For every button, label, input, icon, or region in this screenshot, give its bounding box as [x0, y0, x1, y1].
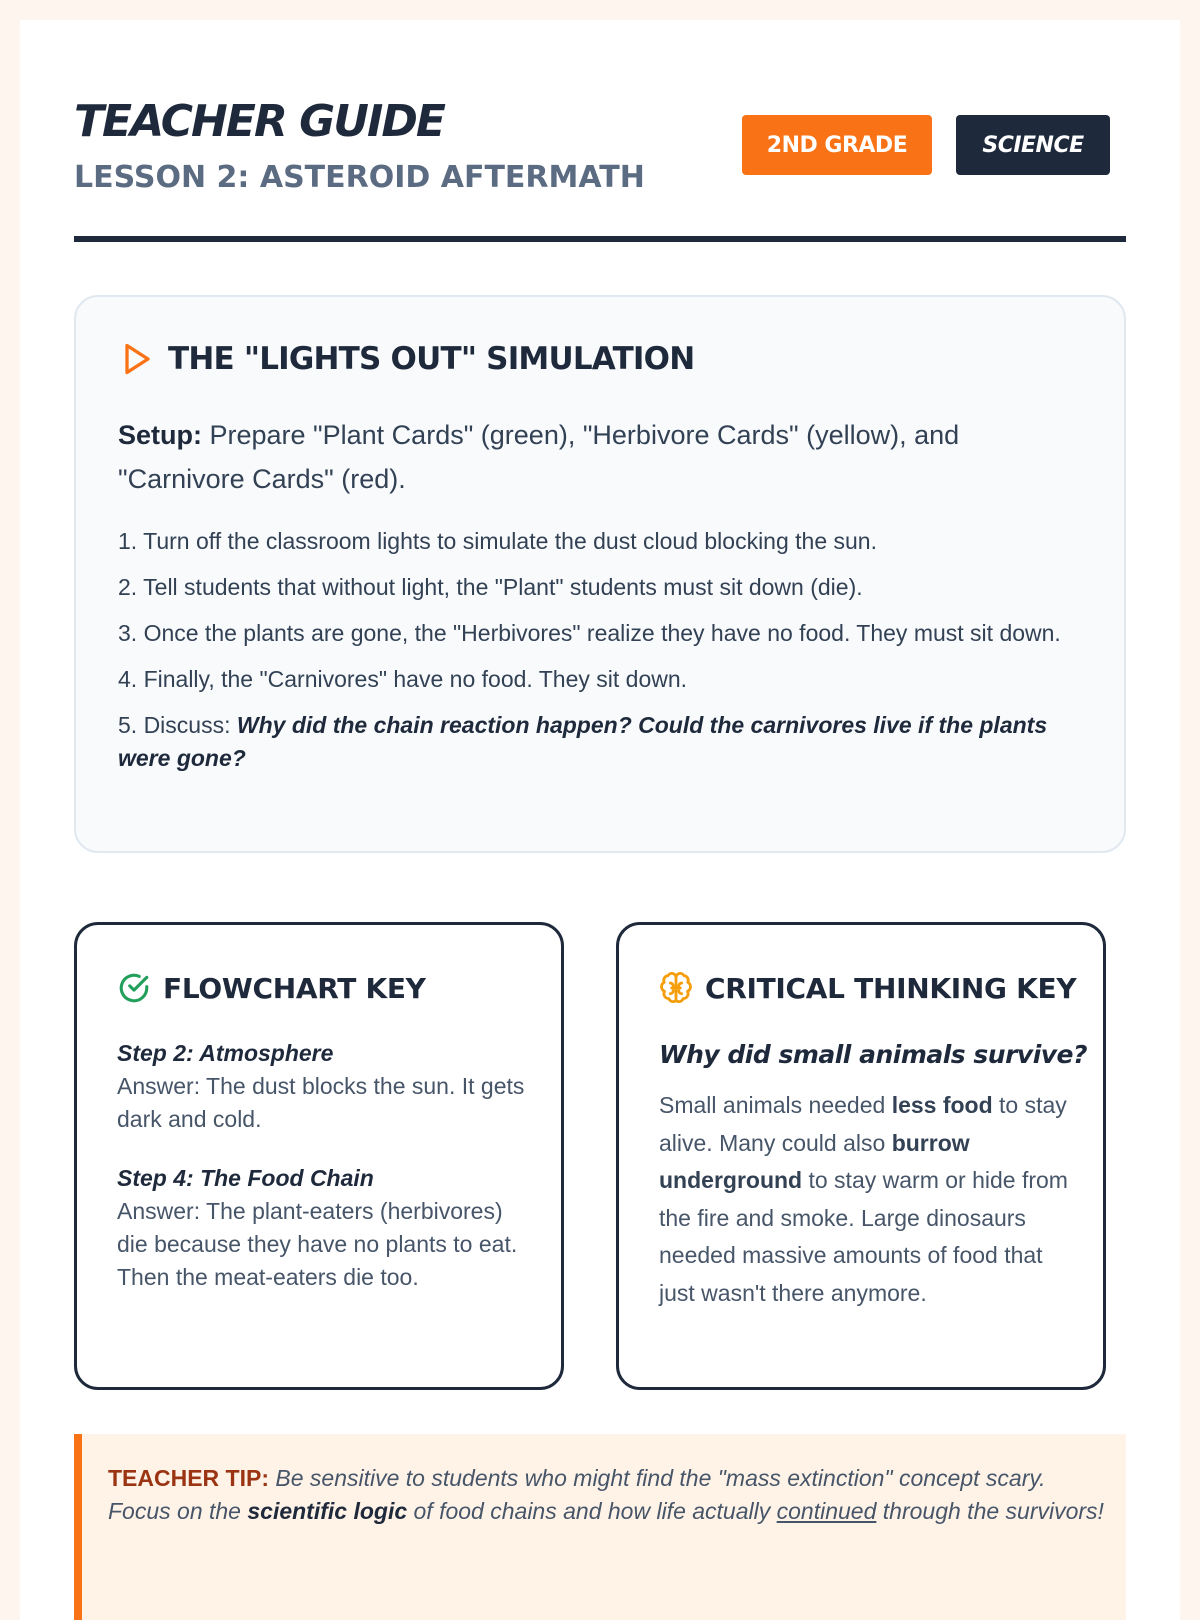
answer-emphasis: burrow underground	[659, 1129, 970, 1193]
header	[74, 78, 1126, 242]
brain-icon	[659, 971, 693, 1005]
critical-thinking-question: Why did small animals survive?	[659, 1040, 1088, 1069]
discuss-question: Why did the chain reaction happen? Could the carnivores live if the plants were gone?	[118, 712, 1048, 771]
answer-block	[117, 1162, 527, 1294]
setup-description: Prepare "Plant Cards" (green), "Herbivore Cards" (yellow), and "Carnivore Cards" (red).	[118, 420, 960, 494]
answer-text-part: to stay alive. Many could also	[659, 1092, 1067, 1156]
flowchart-key-heading	[117, 971, 426, 1005]
check-circle-icon	[117, 971, 151, 1005]
tip-text-part: of food chains and how life actually	[407, 1498, 777, 1524]
list-item: 4. Finally, the "Carnivores" have no food. They sit down.	[118, 666, 688, 692]
lesson-subtitle: LESSON 2: ASTEROID AFTERMATH	[74, 160, 645, 195]
simulation-heading	[118, 341, 694, 377]
play-icon	[118, 341, 154, 377]
tip-text-part: through the survivors!	[876, 1498, 1104, 1524]
discuss-prefix: 5. Discuss:	[118, 712, 237, 738]
setup-text	[118, 413, 1078, 501]
tip-emphasis: scientific logic	[247, 1498, 408, 1524]
simulation-card	[74, 295, 1126, 853]
teacher-tip-label: TEACHER TIP:	[108, 1465, 269, 1491]
simulation-steps	[118, 525, 1078, 788]
critical-thinking-heading	[659, 971, 1076, 1005]
answer-text: Answer: The plant-eaters (herbivores) die because they have no plants to eat. Then the meat-eaters die too.	[117, 1198, 518, 1290]
answer-text: Answer: The dust blocks the sun. It gets dark and cold.	[117, 1073, 525, 1132]
page-title: TEACHER GUIDE	[74, 96, 444, 147]
answer-text-part: to stay warm or hide from the fire and smoke. Large dinosaurs needed massive amounts of food that just wasn't there anymore.	[659, 1167, 1068, 1306]
subject-badge: SCIENCE	[956, 115, 1110, 175]
list-item: 1. Turn off the classroom lights to simulate the dust cloud blocking the sun.	[118, 528, 877, 554]
teacher-tip-callout	[74, 1434, 1126, 1620]
list-item: 2. Tell students that without light, the "Plant" students must sit down (die).	[118, 574, 863, 600]
tip-text-part: Be sensitive to students who might find the "mass extinction" concept scary. Focus on the	[108, 1465, 1046, 1524]
critical-thinking-title: CRITICAL THINKING KEY	[705, 971, 1077, 1005]
list-item: 3. Once the plants are gone, the "Herbivores" realize they have no food. They must sit down.	[118, 620, 1061, 646]
guide-page	[20, 20, 1180, 1620]
simulation-title: THE "LIGHTS OUT" SIMULATION	[168, 341, 695, 377]
flowchart-answers	[117, 1037, 527, 1320]
tip-underlined: continued	[776, 1498, 877, 1524]
answer-text-part: Small animals needed	[659, 1092, 892, 1118]
flowchart-key-card	[74, 922, 564, 1390]
teacher-tip-text	[108, 1462, 1108, 1528]
critical-thinking-card	[616, 922, 1106, 1390]
answer-block	[117, 1037, 527, 1136]
answer-heading: Step 4: The Food Chain	[117, 1165, 374, 1191]
answer-heading: Step 2: Atmosphere	[117, 1040, 334, 1066]
flowchart-key-title: FLOWCHART KEY	[163, 971, 426, 1005]
critical-thinking-body	[659, 1037, 1088, 1312]
setup-label: Setup:	[118, 420, 202, 450]
answer-emphasis: less food	[891, 1092, 993, 1118]
grade-badge: 2ND GRADE	[742, 115, 932, 175]
critical-thinking-answer	[659, 1087, 1069, 1312]
discussion-step	[118, 709, 1078, 775]
